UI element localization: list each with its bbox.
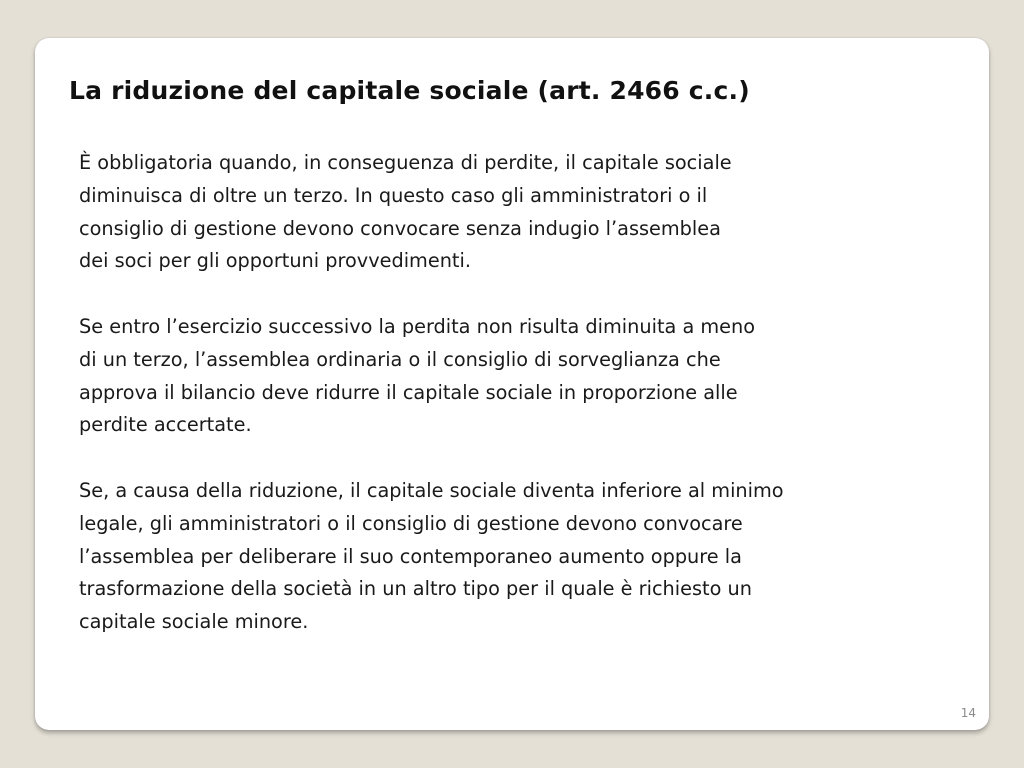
slide-title: La riduzione del capitale sociale (art. 2466 c.c.) [69, 76, 750, 105]
slide [35, 38, 989, 730]
text-line: capitale sociale minore. [79, 610, 309, 634]
text-line: È obbligatoria quando, in conseguenza di perdite, il capitale sociale [79, 151, 732, 174]
text-line: approva il bilancio deve ridurre il capitale sociale in proporzione alle [79, 380, 738, 404]
text-line: consiglio di gestione devono convocare senza indugio l’assemblea [79, 216, 721, 240]
text-line: perdite accertate. [79, 413, 252, 437]
text-line: l’assemblea per deliberare il suo contemporaneo aumento oppure la [79, 544, 742, 568]
paragraph-esercizio-successivo [79, 311, 969, 442]
text-line: diminuisca di oltre un terzo. In questo caso gli amministratori o il [79, 183, 708, 207]
text-line: Se, a causa della riduzione, il capitale sociale diventa inferiore al minimo [79, 478, 784, 502]
text-line: trasformazione della società in un altro tipo per il quale è richiesto un [79, 577, 752, 601]
text-line: di un terzo, l’assemblea ordinaria o il consiglio di sorveglianza che [79, 347, 721, 371]
text-line: legale, gli amministratori o il consiglio di gestione devono convocare [79, 511, 743, 535]
text-line: Se entro l’esercizio successivo la perdita non risulta diminuita a meno [79, 314, 756, 338]
paragraph-obbligatoria [79, 147, 969, 278]
slide-body [79, 147, 969, 672]
page-number: 14 [960, 706, 976, 720]
text-line: dei soci per gli opportuni provvedimenti. [79, 249, 471, 273]
paragraph-minimo-legale [79, 475, 969, 639]
